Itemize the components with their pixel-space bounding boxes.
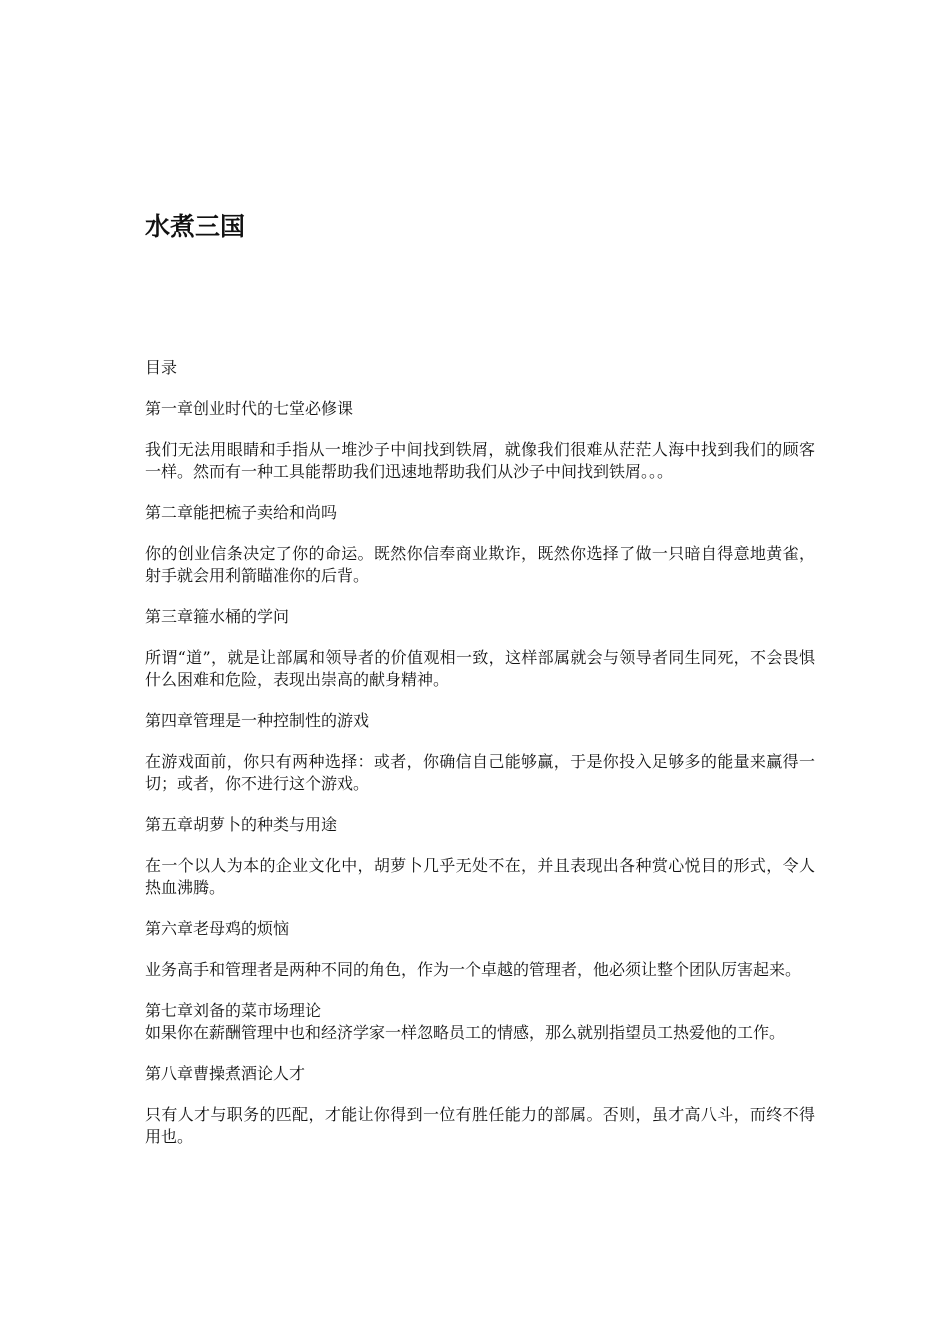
chapter-title: 第四章管理是一种控制性的游戏 [145, 711, 370, 730]
chapter-title: 第五章胡萝卜的种类与用途 [145, 815, 338, 834]
chapter-summary: 在游戏面前，你只有两种选择：或者，你确信自己能够赢，于是你投入足够多的能量来赢得一切；或者，你不进行这个游戏。 [145, 752, 815, 793]
chapter-title: 第一章创业时代的七堂必修课 [145, 399, 354, 418]
chapter-summary: 在一个以人为本的企业文化中，胡萝卜几乎无处不在，并且表现出各种赏心悦目的形式，令人热血沸腾。 [145, 856, 815, 897]
chapter-title: 第三章箍水桶的学问 [145, 607, 290, 626]
chapter-title: 第七章刘备的菜市场理论 [145, 1001, 322, 1020]
chapter-title: 第二章能把梳子卖给和尚吗 [145, 503, 338, 522]
chapter-summary: 你的创业信条决定了你的命运。既然你信奉商业欺诈，既然你选择了做一只暗自得意地黄雀，射手就会用利箭瞄准你的后背。 [145, 544, 815, 585]
chapter-summary: 所谓“道”，就是让部属和领导者的价值观相一致，这样部属就会与领导者同生同死，不会畏惧什么困难和危险，表现出崇高的献身精神。 [145, 648, 815, 689]
chapter-summary: 只有人才与职务的匹配，才能让你得到一位有胜任能力的部属。否则，虽才高八斗，而终不得用也。 [145, 1105, 815, 1146]
chapter-title: 第六章老母鸡的烦恼 [145, 919, 290, 938]
toc-heading: 目录 [145, 358, 178, 377]
document-title: 水煮三国 [145, 212, 246, 241]
chapter-summary: 如果你在薪酬管理中也和经济学家一样忽略员工的情感，那么就别指望员工热爱他的工作。 [145, 1023, 786, 1042]
chapter-title: 第八章曹操煮酒论人才 [145, 1064, 306, 1083]
chapter-summary: 业务高手和管理者是两种不同的角色，作为一个卓越的管理者，他必须让整个团队厉害起来。 [145, 960, 802, 979]
chapter-summary: 我们无法用眼睛和手指从一堆沙子中间找到铁屑，就像我们很难从茫茫人海中找到我们的顾客一样。然而有一种工具能帮助我们迅速地帮助我们从沙子中间找到铁屑。。。 [145, 440, 815, 481]
document-body [145, 357, 815, 1167]
